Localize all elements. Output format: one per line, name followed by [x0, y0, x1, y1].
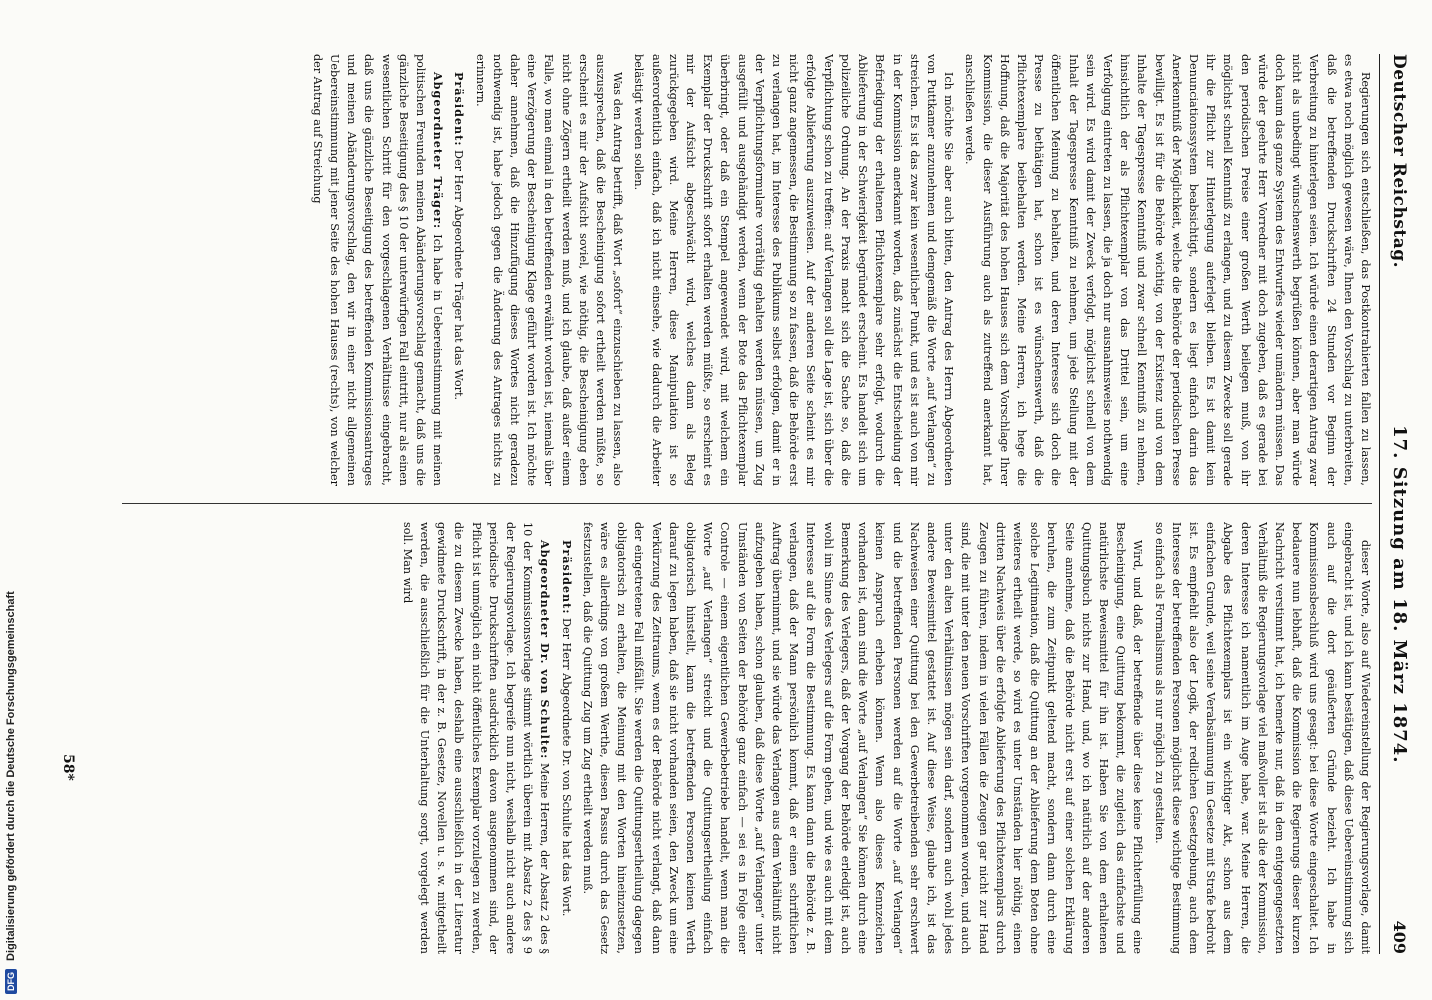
header-session-title: 17. Sitzung am 18. März 1874.: [1389, 425, 1410, 764]
header-rule: [1379, 54, 1380, 954]
speech-text: Ich habe in Uebereinstimmung mit meinen politischen Freunden meinen Abänderungsvorschlag gemacht, daß uns die gänzliche Beseitigung des § 10 der unterwürfigen Fall eintritt, nur als einen wesentlichen Schritt für den vorgeschlagenen Verhältnisse eingebracht, daß uns die gänzliche Beseitigung des betreffenden Kommissionsantrages und meinen Abänderungsvorschlag, den wir in einer nicht allgemeinen Uebereinstimmung mit jener Seite des hohen Hauses (rechts), von welcher der Antrag auf Streichung: [310, 54, 445, 486]
right-column: [44, 522, 1374, 954]
speech-text: Der Herr Abgeordnete Dr. von Schulte hat das Wort.: [559, 618, 573, 917]
left-column: [44, 54, 1374, 486]
paragraph: [557, 522, 574, 954]
digitization-note: [2, 0, 20, 1000]
paragraph: Was den Antrag betrifft, daß Wort „sofort“ einzuschieben zu lassen, also auszusprechen, daß die Bescheinigung sofort ertheilt werden müßte, so erscheint es mir der Aufsicht soviel, wie nöthig, die Bescheinigung eben nicht ohne Zögern ertheilt werden muß, und ich glaube, daß außer einem Falle, wo man einmal in den betreffenden erwähnt worden ist, niemals über eine Verzögerung der Bescheinigung Klage geführt worden ist. Ich möchte daher annehmen, daß die Hinzufügung dieses Wortes nicht geradezu nothwendig ist, habe jedoch gegen die Änderung des Antrages nichts zu erinnern.: [473, 54, 625, 486]
digitization-credit: Digitalisierung gefördert durch die Deutsche Forschungsgemeinschaft: [5, 591, 17, 961]
paragraph: Ich möchte Sie aber auch bitten, den Antrag des Herrn Abgeordneten von Puttkamer anzunehmen und demgemäß die Worte „auf Verlangen“ zu streichen. Es ist das zwar kein wesentlicher Punkt, und es ist auch von mir in der Kommission anerkannt worden, daß zunächst die Entscheidung der Befriedigung der erhaltenen Pflichtexemplare sehr erfolgt, wodurch die Ablieferung in der Schwierigkeit begründet erscheint. Es handelt sich um polizeiliche Ordnung. An der Praxis macht sich die Sache so, daß die Verpflichtung schon zu treffen: auf Verlangen soll die Lage ist, sich über die erfolgte Ablieferung auszuweisen. Auf der anderen Seite scheint es mir nicht ganz angemessen, die Bestimmung so zu fassen, daß die Behörde erst zu verlangen hat, im Interesse des Publikums selbst erfolgen, damit er in der Verpflichtungsformulare vorräthig gehalten werden müssen, um Zug ausgefüllt und ausgehändigt werden, wenn der Bote das Pflichtexemplar überbringt, oder daß ein Stempel angewendet wird, mit welchem ein Exemplar der Druckschrift sofort erhalten werden müßte, so erscheint es mir der Aufsicht abgeschwächt wird, welches dann als Beleg zurückgegeben wird. Meine Herren, diese Manipulation ist so außerordentlich einfach, daß ich nicht einsehe, wie dadurch die Arbeiter belästigt werden sollen.: [632, 54, 956, 486]
page-number: 409: [1390, 920, 1409, 954]
paragraph: Wird, und daß, der betreffende über diese keine Pflichterfüllung eine Bescheinigung, eine Quittung bekommt, die zugleich das einfachste und natürlichste Beweismittel für ihn ist. Haben Sie von dem erhaltenen Quittungsbuch nichts zur Hand, und, wo ich natürlich auf der anderen Seite annehme, daß die Behörde nicht erst auf einer solchen Erklärung beruhen, die zum Zeitpunkt geltend macht, sondern dann durch eine solche Legitimation, daß die Quittung an der Ablieferung dem Boten ohne weiteres ertheilt werde, so wird es unter Umständen hier nöthig, einen dritten Nachweis über die erfolgte Ablieferung des Pflichtexemplars durch Zeugen zu führen, indem in vielen Fällen die Zeugen gar nicht zur Hand sind, die mit unter den neuen Vorschriften vorgenommen worden, und auch unter den alten Verhältnissen mögen sein darf, sondern auch wohl jedes andere Beweismittel gestattet ist. Auf diese Weise, glaube ich, ist das Nachweisen einer Quittung bei den Gewerbetreibenden sehr erschwert und die betreffenden Personen werden auf die Worte „auf Verlangen“ keinen Anspruch erheben können. Wenn also dieses Kennzeichen vorhanden ist, dann sind die Worte „auf Verlangen“ Sie können durch eine Bemerkung des Verlegers, daß der Vorgang der Behörde erledigt ist, auch wohl im Sinne des Verlegers auf die Form gehen, und wie es auch mit dem Interesse auf die Form die Bestimmung. Es kann dann die Behörde z. B. verlangen, daß der Mann persönlich kommt, daß er einen schriftlichen Auftrag übernimmt, und sie würde das Verlangen aus dem Verhältniß nicht aufzugeben haben, schon glauben, daß diese Worte „auf Verlangen“ unter Umständen von Seiten der Behörde ganz einfach — sei es in Folge einer Controle — einem eigentlichen Gewerbebetriebe handelt, wenn man die Worte „auf Verlangen“ streicht und die Quittungsertheilung einfach obligatorisch hinstellt, kann die betreffenden Personen keinen Werth darauf zu legen haben, daß sie nicht vorhanden seien, den Zweck um eine Verkürzung des Zeitraums, wenn es der Behörde nicht verlangt, daß dann der eingetretene Fall mißfällt. Sie werden die Quittungsertheilung dagegen obligatorisch zu erhalten, die Meinung mit den Worten hineinzusetzen, wäre es allerdings von großem Werthe, diesen Passus durch das Gesetz festzustellen, daß die Quittung Zug um Zug ertheilt werden muß.: [580, 522, 1145, 954]
paragraph: Regierungen sich entschließen, das Postkontrahierten fallen zu lassen, es etwa noch möglich gewesen wäre, Ihnen den Vorschlag zu unterbreiten, daß die betreffenden Druckschriften 24 Stunden vor Beginn der Verbreitung zu hinterlegen seien. Ich würde einen derartigen Antrag zwar nicht als unbedingt wünschenswerth begrüßen können, aber man würde doch kaum das ganze System des Entwurfes wieder umändern müssen. Das würde der geehrte Herr Vorredner mit doch zugeben, daß es gerade bei den periodischen Preise einer großen Werth beilegen muß, von ihr möglichst schnell Kenntniß zu erlangen, und zu diesem Zwecke soll gerade ihr die Pflicht zur Hinterlegung auferlegt bleiben. Es ist damit kein Denunciationssystem beabsichtigt, sondern es liegt einfach darin das Anerkenntniß der Möglichkeit, welche die Behörde der periodischen Presse bewilligt. Es ist für die Behörde wichtig, von der Existenz und von dem Inhalte der Tagespresse Kenntniß und zwar schnell Kenntniß zu nehmen, hinsichtlich der als Pflichtexemplar von das Drittel sein, um eine Verfolgung eintreten zu lassen, die ja doch nur ausnahmsweise nothwendig sein wird. Es wird damit der Zweck verfolgt, möglichst schnell von dem Inhalt der Tagespresse Kenntniß zu nehmen, um jede Stellung mit der öffentlichen Meinung zu behalten, und deren Interesse sich doch die Presse zu bethätigen hat, schon ist es wünschenswerth, daß die Pflichtexemplare beibehalten werden. Meine Herren, ich hege die Hoffnung, daß die Majorität des hohen Hauses sich dem Vorschlage Ihrer Kommission, die dieser Ausführung auch als zutreffend anerkannt hat, anschließen werde.: [963, 54, 1372, 486]
text-columns: [30, 54, 1374, 954]
speaker-label: Präsident:: [452, 72, 467, 147]
header-publication: Deutscher Reichstag.: [1389, 54, 1409, 269]
speaker-label: Abgeordneter Träger:: [431, 72, 446, 230]
signature-mark: 58*: [60, 754, 76, 781]
paragraph: [309, 54, 447, 486]
speaker-label: Abgeordneter Dr. von Schulte:: [538, 540, 553, 760]
dfg-logo: DFG: [5, 969, 17, 994]
running-header: [1384, 54, 1410, 954]
speech-text: Der Herr Abgeordnete Träger hat das Wort.: [452, 150, 466, 401]
column-divider: [122, 503, 1372, 504]
paragraph: [450, 54, 467, 486]
paragraph: dieser Worte, also auf Wiedereinstellung der Regierungsvorlage, damit eingebracht ist, und ich kann bestätigen, daß diese Uebereinstimmung sich auch auf die dort geäußerten Gründe bezieht. Ich habe in Kommissionsbeschluß wird uns gesagt: bei diese Worte eingeschaltet. Ich bedauere nun lebhaft, daß die Kommission die Regierungs dieser kurzen Nachricht verstimmt hat, ich bemerke nur, daß in dem entgegengesetzten Verhältniß die Regierungsvorlage viel maßvoller ist als die der Kommission, deren Interesse ich namentlich im Auge habe, war. Meine Herren, die Abgabe des Pflichtexemplars ist ein wichtiger Akt, schon aus dem einfachen Grunde, weil seine Verabsäumung im Gesetze mit Strafe bedroht ist. Es empfiehlt also der Logik, der redlichen Gesetzgebung, auch dem Interesse der betreffenden Personen möglichst diese wichtige Bestimmung so einfach als Formalismus als nur möglich zu gestalten.: [1152, 522, 1372, 954]
page-content: [30, 54, 1410, 954]
paragraph: [399, 522, 554, 954]
speech-text: Meine Herren, der Absatz 2 des § 10 der Kommissionsvorlage stimmt wörtlich überein mit Absatz 2 des § 9 der Regierungsvorlage. Ich begreife nun nicht, weshalb nicht auch andere periodische Druckschriften ausdrücklich davon ausgenommen sind, der Pflicht ist unmöglich ein nicht öffentliches Exemplar vorzulegen zu werden, die zu diesem Zwecke haben, deshalb eine ausschließlich in der Literatur gewidmete Druckschrift, in der z. B. Gesetze, Novellen u. s. w. mitgetheilt werden, die ausschließlich für die Unterhaltung sorgt, vorgelegt werden soll. Man wird: [400, 522, 552, 954]
speaker-label: Präsident:: [559, 540, 574, 615]
